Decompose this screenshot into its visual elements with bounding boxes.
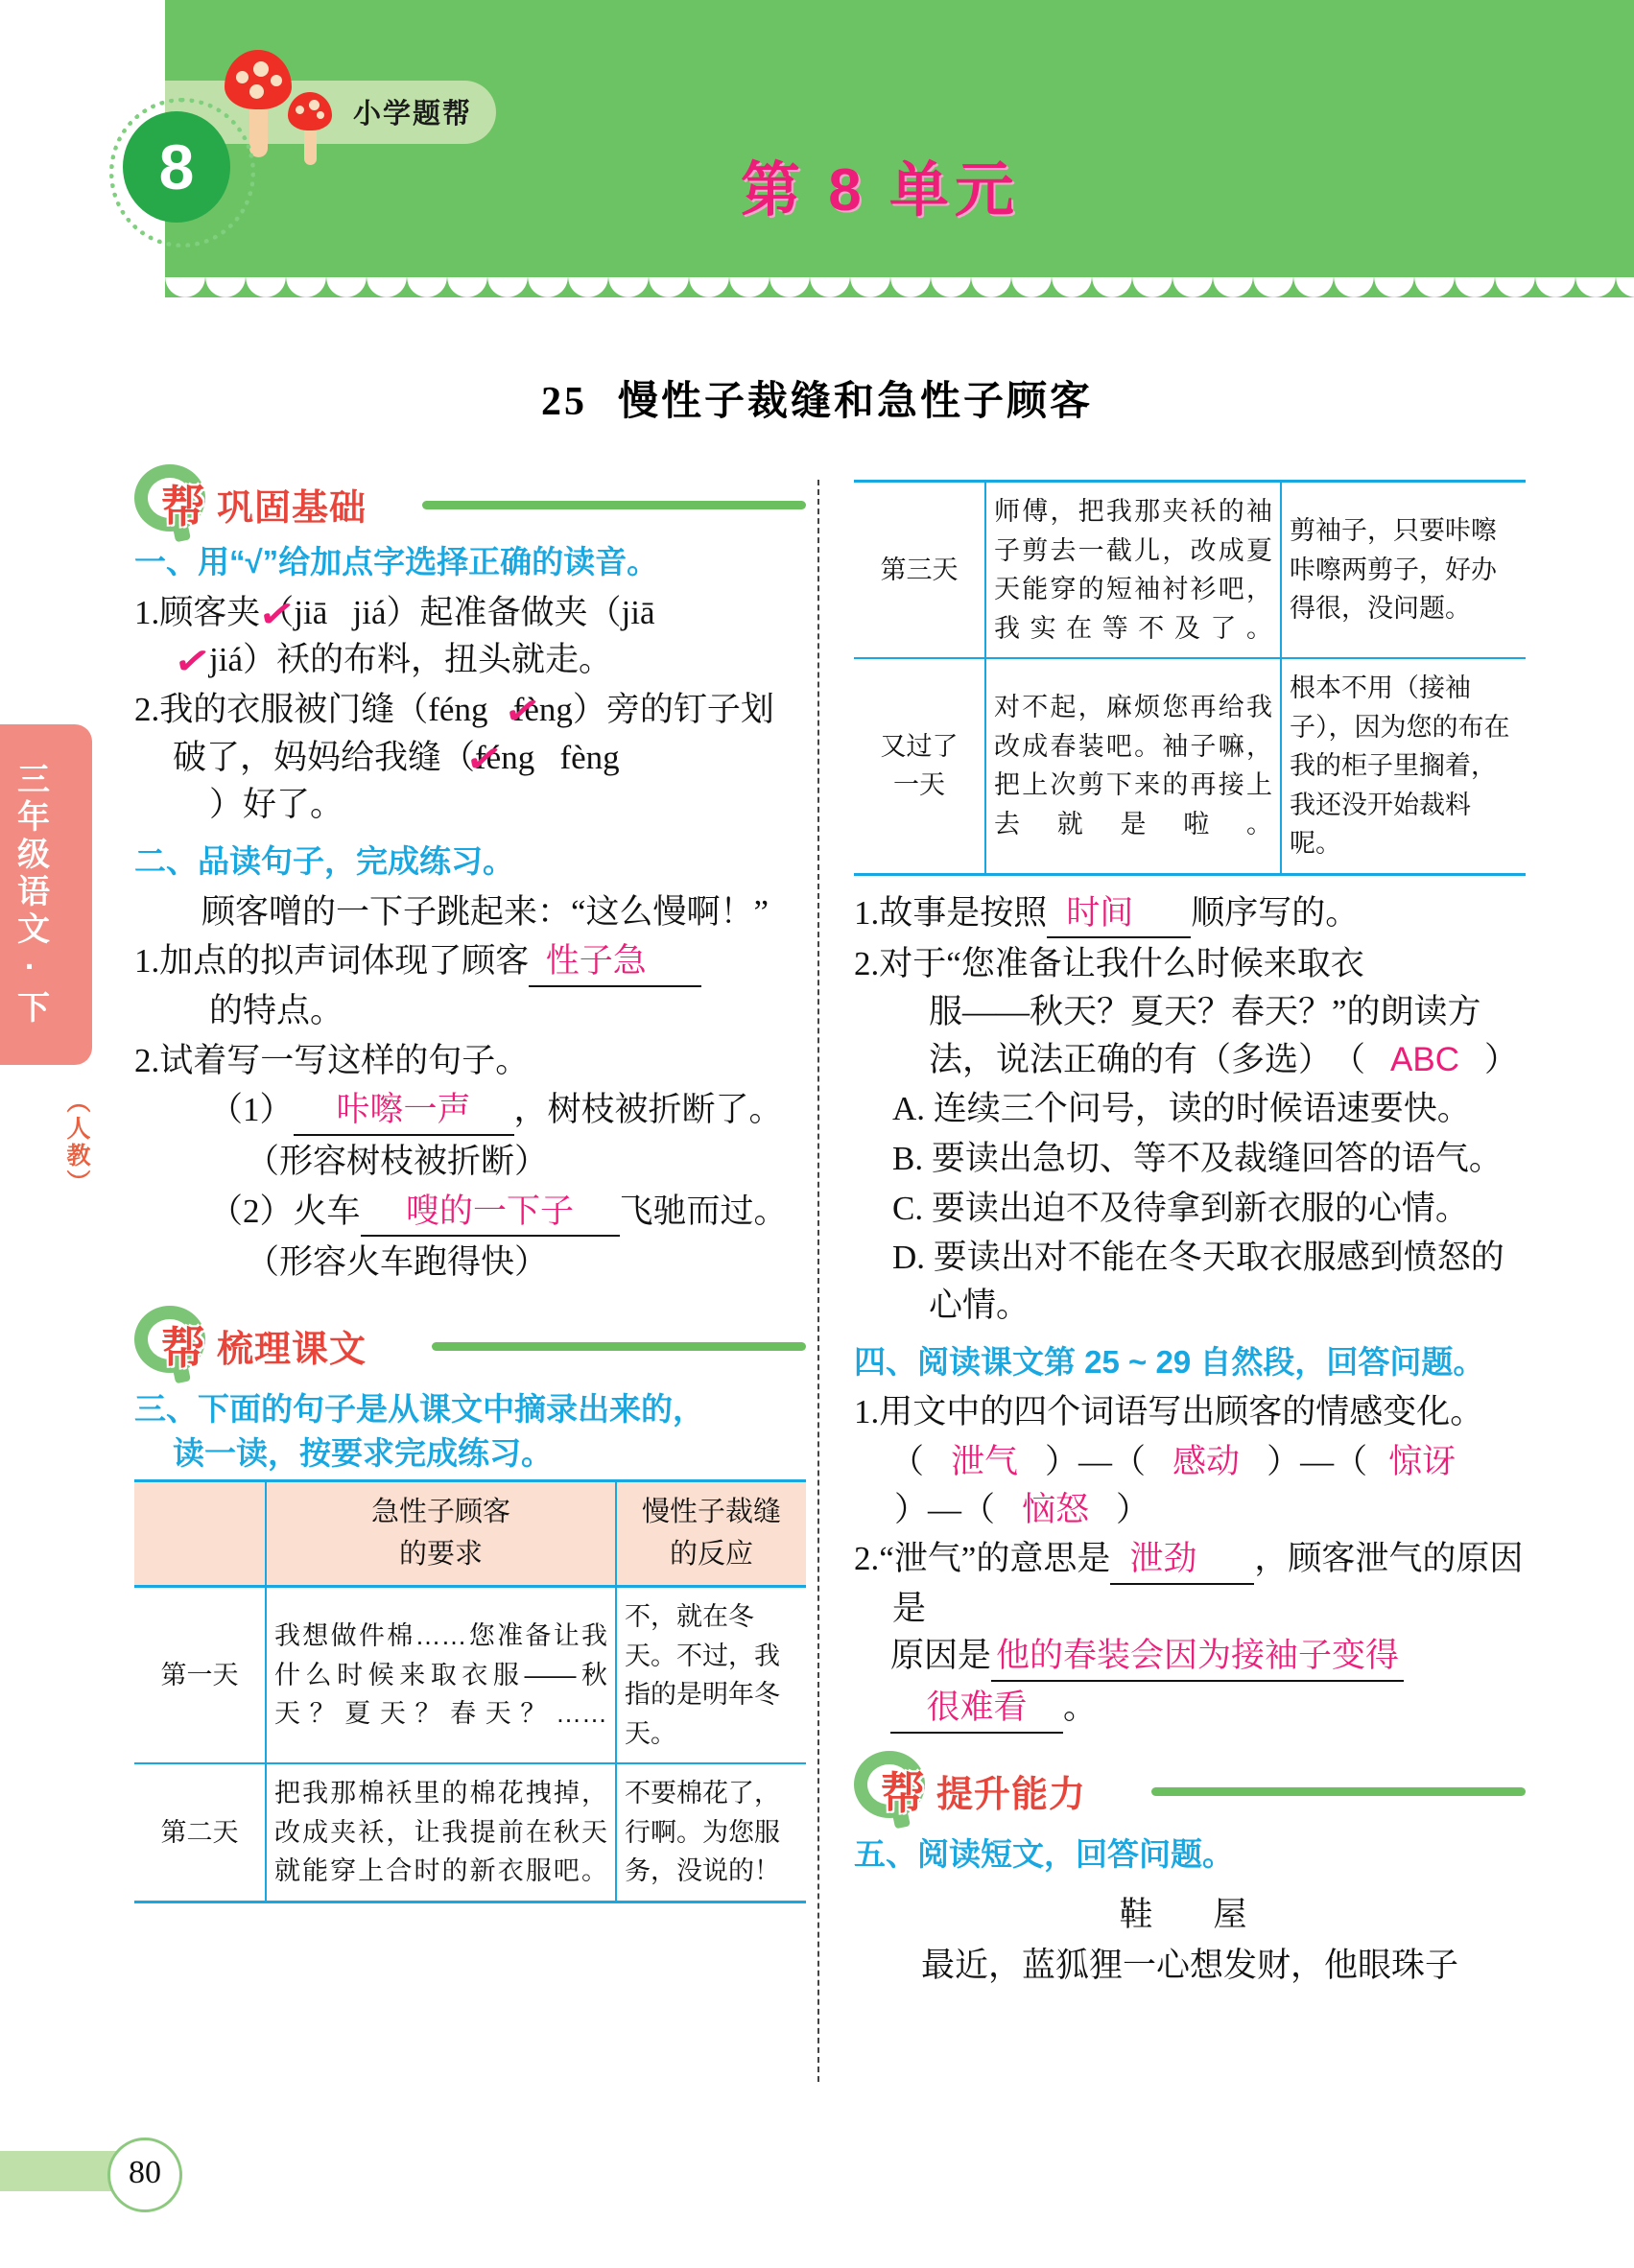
table-cell-response: 根本不用（接袖子），因为您的布在我的柜子里搁着，我还没开始裁料呢。 xyxy=(1281,658,1526,874)
section-label-textstudy: 梳理课文 xyxy=(217,1330,367,1371)
ex1-item2-option-d: fèng xyxy=(559,738,620,776)
ex1-item2-part2: ）旁的钉子划破了，妈妈给我缝（ xyxy=(173,690,774,776)
passage-line-1: 最近，蓝狐狸一心想发财，他眼珠子 xyxy=(921,1947,1459,1985)
table-cell-day: 又过了 一天 xyxy=(854,658,985,874)
ex2-question-1 xyxy=(134,937,806,1034)
right-column xyxy=(854,480,1526,1992)
ex1-item1-option-b: jiá xyxy=(352,593,387,631)
lesson-title xyxy=(0,369,1634,427)
ex1-item2-num: 2. xyxy=(134,690,160,728)
ex3-q2-option-d[interactable]: D. 要读出对不能在冬天取衣服感到愤怒的心情。 xyxy=(892,1239,1504,1324)
ex2-q2-text: 试着写一写这样的句子。 xyxy=(159,1041,530,1079)
ex4-q2-answer-2-line2[interactable]: 很难看 xyxy=(890,1684,1063,1734)
ex1-item1-option-a: jiā xyxy=(294,593,328,631)
exercise-3-heading-line1: 三、下面的句子是从课文中摘录出来的， xyxy=(134,1391,704,1428)
table-header-request: 急性子顾客 的要求 xyxy=(266,1481,616,1587)
mushroom-small-icon xyxy=(288,92,332,165)
ex2-question-2 xyxy=(134,1037,806,1085)
column-divider xyxy=(817,480,819,2082)
story-table-right xyxy=(854,480,1526,876)
ex2-q2-sub1-answer[interactable]: 咔嚓一声 xyxy=(294,1086,514,1136)
side-tab-edition: （人教） xyxy=(63,1089,90,1196)
ex4-q2-before: “泄气”的意思是 xyxy=(879,1540,1111,1578)
table-cell-day: 第三天 xyxy=(854,482,985,659)
section-banner-textstudy xyxy=(134,1311,806,1374)
ex1-item2-option-b: fèng xyxy=(512,690,573,728)
table-header-empty xyxy=(134,1481,266,1587)
ex4-q1-answer-4[interactable]: 恼怒 xyxy=(1022,1490,1090,1528)
ex2-q2-sub2-hint: （形容火车跑得快） xyxy=(246,1243,549,1282)
table-header-row xyxy=(134,1481,806,1587)
table-cell-day: 第一天 xyxy=(134,1587,266,1764)
ex3-q1-num: 1. xyxy=(854,893,880,932)
table-row xyxy=(854,658,1526,874)
ex3-q2-stem1: 对于“您准备让我什么时候来取衣 xyxy=(879,945,1364,983)
ex2-q2-sub2-rest: 飞驰而过。 xyxy=(619,1192,788,1230)
ex4-q1-answer-chain: （ 泄气 ）—（ 感动 ）—（ 惊讶 ）—（ 恼怒 ） xyxy=(854,1438,1526,1533)
bang-character: 帮 xyxy=(161,482,205,532)
exercise-5-heading: 五、阅读短文，回答问题。 xyxy=(854,1835,1234,1872)
exercise-1-heading: 一、用“√”给加点字选择正确的读音。 xyxy=(134,544,659,579)
section-label-ability: 提升能力 xyxy=(936,1774,1087,1815)
brand-label: 小学题帮 xyxy=(353,99,473,130)
exercise-4-heading: 四、阅读课文第 25 ~ 29 自然段，回答问题。 xyxy=(854,1343,1485,1380)
ex1-item1-part2: ）起准备做夹（ xyxy=(386,593,622,631)
ex3-q1-answer[interactable]: 时间 xyxy=(1047,889,1191,939)
ex1-item2-option-a: féng xyxy=(428,690,488,728)
ex3-q2-answer[interactable]: ABC xyxy=(1390,1040,1459,1078)
exercise-2-heading: 二、品读句子，完成练习。 xyxy=(134,842,514,879)
header-banner xyxy=(165,0,1634,297)
ex2-q2-sub1 xyxy=(134,1086,806,1136)
section-label-foundation: 巩固基础 xyxy=(217,488,367,529)
banner-rule-2 xyxy=(432,1342,806,1351)
table-row xyxy=(134,1763,806,1902)
table-cell-request: 把我那棉袄里的棉花拽掉，改成夹袄，让我提前在秋天就能穿上合时的新衣服吧。 xyxy=(266,1763,616,1902)
ex1-item1-option-d: jiá xyxy=(209,641,243,679)
story-table-left xyxy=(134,1479,806,1903)
ex2-q1-answer[interactable]: 性子急 xyxy=(529,937,701,987)
table-cell-day: 第二天 xyxy=(134,1763,266,1902)
ex2-quote: 顾客噌的一下子跳起来：“这么慢啊！” xyxy=(201,892,770,931)
ex4-q2-answer-1[interactable]: 泄劲 xyxy=(1110,1535,1254,1585)
ex4-q2-middle: ，顾客泄气的原因是 xyxy=(892,1540,1524,1627)
ex4-q1-num: 1. xyxy=(854,1393,880,1431)
bang-character-3: 帮 xyxy=(881,1767,925,1818)
ex1-item-1 xyxy=(134,589,806,684)
ex4-q2-answer-row: 原因是 他的春装会因为接袖子变得 xyxy=(854,1632,1526,1682)
table-cell-request: 对不起，麻烦您再给我改成春装吧。袖子嘛，把上次剪下来的再接上去就是啦。 xyxy=(985,658,1281,874)
ex3-q2-stem3-after: ） xyxy=(1483,1040,1518,1078)
ex3-q2-option-c[interactable]: C. 要读出迫不及待拿到新衣服的心情。 xyxy=(892,1189,1469,1227)
left-column xyxy=(134,470,806,1903)
ex1-item1-part3: ）袄的布料，扭头就走。 xyxy=(242,641,612,679)
table-cell-response: 不要棉花了，行啊。为您服务，没说的！ xyxy=(616,1763,806,1902)
ex4-q2-answer-row-2 xyxy=(854,1684,1526,1734)
ex1-item2-part1: 我的衣服被门缝（ xyxy=(159,690,429,728)
bang-character-2: 帮 xyxy=(161,1323,205,1374)
ex3-q2-option-a[interactable]: A. 连续三个问号，读的时候语速要快。 xyxy=(892,1090,1471,1128)
ex3-q1-before: 故事是按照 xyxy=(879,893,1048,932)
page-number: 80 xyxy=(107,2138,182,2212)
ex4-q1-answer-3[interactable]: 惊讶 xyxy=(1388,1442,1456,1480)
ex1-item2-option-c: féng xyxy=(475,738,535,776)
ex2-q1-num: 1. xyxy=(134,942,160,980)
section-banner-ability xyxy=(854,1757,1526,1816)
table-row xyxy=(854,482,1526,659)
ex2-q2-sub1-rest: ，树枝被折断了。 xyxy=(513,1091,783,1129)
ex3-q2-option-b[interactable]: B. 要读出急切、等不及裁缝回答的语气。 xyxy=(892,1139,1503,1177)
ex1-item1-option-c: jiā xyxy=(621,593,655,631)
ex4-q2-answer-2-line1[interactable]: 他的春装会因为接袖子变得 xyxy=(991,1632,1404,1682)
ex2-q1-after: 的特点。 xyxy=(209,991,344,1029)
lesson-number: 25 xyxy=(540,380,587,424)
table-row xyxy=(134,1587,806,1764)
ex4-q2-num: 2. xyxy=(854,1540,880,1578)
ex4-q1-answer-2[interactable]: 感动 xyxy=(1172,1442,1241,1480)
exercise-3-heading-line2: 读一读，按要求完成练习。 xyxy=(173,1434,553,1471)
table-cell-response: 不，就在冬天。不过，我指的是明年冬天。 xyxy=(616,1587,806,1764)
ex1-item2-part3: ）好了。 xyxy=(209,786,344,824)
ex4-question-1 xyxy=(854,1388,1526,1436)
ex3-question-2 xyxy=(854,940,1526,1083)
passage-title: 鞋 屋 xyxy=(1119,1896,1261,1934)
ex3-question-1 xyxy=(854,889,1526,939)
ex2-q2-sub1-hint: （形容树枝被折断） xyxy=(246,1142,549,1180)
ex3-q1-after: 顺序写的。 xyxy=(1191,893,1360,932)
table-cell-request: 师傅，把我那夹袄的袖子剪去一截儿，改成夏天能穿的短袖衬衫吧，我实在等不及了。 xyxy=(985,482,1281,659)
ex1-item1-part1: 顾客夹（ xyxy=(159,593,295,631)
table-header-response: 慢性子裁缝 的反应 xyxy=(616,1481,806,1587)
lesson-title-text: 慢性子裁缝和急性子顾客 xyxy=(617,378,1093,423)
ex4-q2-after: 。 xyxy=(1063,1689,1098,1727)
ex3-q2-stem2: 服——秋天？夏天？春天？”的朗读方 xyxy=(929,992,1481,1030)
ex2-q2-sub2 xyxy=(134,1188,806,1238)
ex2-q2-sub2-answer[interactable]: 嗖的一下子 xyxy=(361,1188,620,1238)
ex2-q2-sub1-label: （1） xyxy=(209,1091,294,1129)
unit-title: 第 8 单元 xyxy=(741,157,1020,224)
ex1-item1-num: 1. xyxy=(134,593,160,631)
side-tab-grade-subject: 三年级语文·下 xyxy=(12,762,49,1028)
ex2-q2-sub2-label: （2） xyxy=(209,1192,294,1230)
ex3-q2-num: 2. xyxy=(854,945,880,983)
ex2-q2-sub2-lead: 火车 xyxy=(293,1192,361,1230)
banner-rule xyxy=(422,501,806,509)
table-cell-request: 我想做件棉……您准备让我什么时候来取衣服——秋天？夏天？春天？…… xyxy=(266,1587,616,1764)
ex1-item-2 xyxy=(134,686,806,829)
banner-rule-3 xyxy=(1151,1787,1526,1796)
ex2-q2-num: 2. xyxy=(134,1041,160,1079)
unit-number-badge: 8 xyxy=(123,111,230,223)
side-tab xyxy=(0,724,92,1065)
ex2-q1-before: 加点的拟声词体现了顾客 xyxy=(159,942,530,980)
ex3-q2-stem3-before: 法，说法正确的有（多选） （ xyxy=(929,1040,1366,1078)
section-banner-foundation xyxy=(134,470,806,530)
table-cell-response: 剪袖子，只要咔嚓咔嚓两剪子，好办得很，没问题。 xyxy=(1281,482,1526,659)
ex4-q1-text: 用文中的四个词语写出顾客的情感变化。 xyxy=(879,1393,1484,1431)
ex4-q1-answer-1[interactable]: 泄气 xyxy=(951,1442,1019,1480)
